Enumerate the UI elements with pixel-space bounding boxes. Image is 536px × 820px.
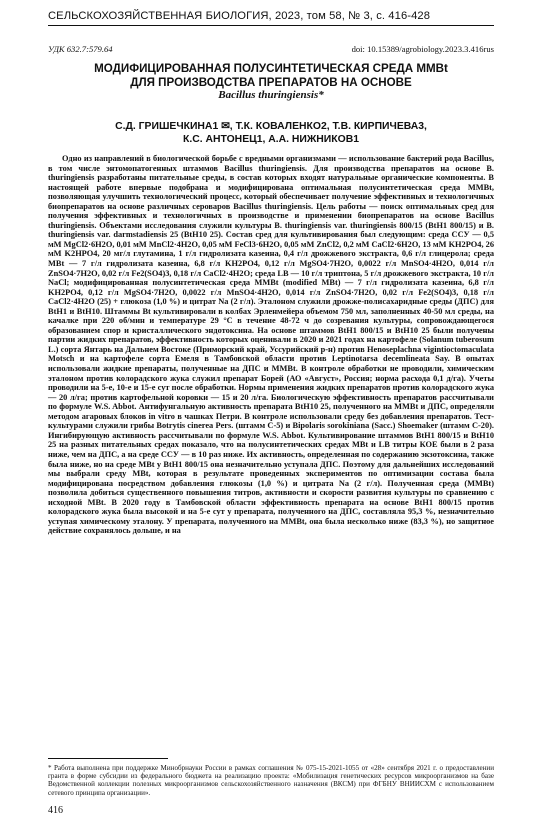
running-head: СЕЛЬСКОХОЗЯЙСТВЕННАЯ БИОЛОГИЯ, 2023, том 58, № 3, с. 416-428 xyxy=(48,10,494,26)
authors-line-1: С.Д. ГРИШЕЧКИНА1 ✉, Т.К. КОВАЛЕНКО2, Т.В. КИРПИЧЕВА3, xyxy=(115,121,427,132)
doi-link[interactable]: doi: 10.15389/agrobiology.2023.3.416rus xyxy=(351,44,494,54)
udc-doi-line xyxy=(48,44,494,54)
footnote-divider xyxy=(48,758,168,759)
title-line-1: МОДИФИЦИРОВАННАЯ ПОЛУСИНТЕТИЧЕСКАЯ СРЕДА MMBt xyxy=(94,62,448,75)
authors-line-2: К.С. АНТОНЕЦ1, А.А. НИЖНИКОВ1 xyxy=(183,133,359,145)
abstract-text: Одно из направлений в биологической борьбе с вредными организмами — использование бактерий рода Bacillus, в том числе энтомопатогенных штаммов Bacillus thuringiensis. Для производства препаратов на основе B. thuringiensis разработаны питательные среды, в состав которых входят натуральные органические компоненты. В настоящей работе впервые подобрана и модифицирована оптимальная полусинтетическая среда MMBt, позволяющая улучшить технологический процесс, который обеспечивает получение эффективных и технологичных биопрепаратов на основе различных сероваров Bacillus thuringiensis. Цель работы — поиск оптимальных сред для получения эффективных и технологичных в производстве и применении биопрепаратов на основе Bacillus thuringiensis. Объектами исследования служили культуры B. thuringiensis var. thuringiensis 800/15 (BtH1 800/15) и B. thuringiensis var. darmstadiensis 25 (BtH10 25). Состав сред для культивирования был следующим: среда ССУ — 0,5 мМ MgCl2·6H2O, 0,01 мМ MnCl2·4H2O, 0,05 мМ FeCl3·6H2O, 0,05 мМ ZnCl2, 0,2 мМ CaCl2·6H2O, 13 мМ KH2PO4, 26 мМ K2HPO4, 20 мг/л глутамина, 1 г/л гидролизата казеина, 0,4 г/л дрожжевого экстракта, 0,6 г/л глицерола; среда MBt — 7 г/л гидролизата казеина, 6,8 г/л KH2PO4, 0,12 г/л MgSO4·7H2O, 0,0022 г/л MnSO4·4H2O, 0,014 г/л ZnSO4·7H2O, 0,02 г/л Fe2(SO4)3, 0,18 г/л CaCl2·4H2O; среда LB — 10 г/л триптона, 5 г/л дрожжевого экстракта, 10 г/л NaCl; модифицированная полусинтетическая среда MMBt (modified MBt) — 7 г/л гидролизата казеина, 6,8 г/л KH2PO4, 0,12 г/л MgSO4·7H2O, 0,0022 г/л MnSO4·4H2O, 0,014 г/л ZnSO4·7H2O, 0,02 г/л Fe2(SO4)3, 0,18 г/л CaCl2·4H2O (25) + глюкоза (1,0 %) и цитрат Na (2 г/л). Эталоном служили дрожже-полисахаридные среды (ДПС) для BtH1 и BtH10. Штаммы Bt культивировали в колбах Эрленмейера объемом 750 мл, заполненных 40-50 мл среды, на качалке при 220 об/мин и температуре 29 °С в течение 48-72 ч до созревания культуры, сопровождающегося образованием спор и кристаллического эндотоксина. На основе штаммов BtH1 800/15 и BtH10 25 были получены партии жидких препаратов, эффективность которых оценивали в 2020 и 2021 годах на картофеле (Solanum tuberosum L.) сорта Янтарь на Дальнем Востоке (Приморский край, Уссурийский р-н) против Henoseplachna vigintioctomaculata Motsch и на картофеле сорта Емеля в Тамбовской области против Leptinotarsa decemlineata Say. В опытах использовали жидкие препараты, полученные на ДПС и MMBt. В контроле обработки не проводили, химическим эталоном против колорадского жука служил препарат Борей (АО «Август», Россия; норма расхода 0,1 д/га). Учеты проводили на 5-е, 10-е и 15-е сут после обработки. Нормы применения жидких препаратов против колорадского жука — 20 л/га; против картофельной коровки — 15 и 20 л/га. Биологическую эффективность препаратов рассчитывали по формуле W.S. Abbot. Антифунгальную активность препарата BtH10 25, полученного на MMBt и ДПС, определяли методом агаровых блоков in vitro в чашках Петри. В контроле использовали среду без добавления препаратов. Тест-культурами служили грибы Botrytis cinerea Pers. (штамм С-5) и Bipolaris sorokiniana (Sacc.) Shoemaker (штамм С-20). Ингибирующую активность рассчитывали по формуле W.S. Abbot. Культивирование штаммов BtH1 800/15 и BtH10 25 на разных питательных средах показало, что на полусинтетических средах MBt и LB титры КОЕ были в 2 раза ниже, чем на ДПС, а на среде ССУ — в 10 раз ниже. Их активность, определенная по содержанию экзотоксина, также была ниже, но на среде MBt у BtH1 800/15 она незначительно уступала ДПС. Поэтому для дальнейших исследований мы выбрали среду MBt, которая в результате проведенных экспериментов по оптимизации состава была модифицирована посредством добавления глюкозы (1,0 %) и цитрата Na (2 г/л). Полученная среда (MMBt) позволила добиться существенного повышения титров, активности и скорости развития культуры по сравнению с исходной MBt. В 2020 году в Тамбовской области эффективность препарата на основе BtH1 800/15 против колорадского жука была высокой и на 5-е сут у препарата, полученного на ДПС, составляла 95,3 %, незначительно уступая химическому эталону. У препарата, полученного на MMBt, она была несколько ниже (83,3 %), но защитное действие сохранялось дольше, и на xyxy=(48,154,494,536)
author-list xyxy=(48,121,494,146)
udc-code: УДК 632.7:579.64 xyxy=(48,44,113,54)
article-title xyxy=(48,62,494,103)
title-line-2: ДЛЯ ПРОИЗВОДСТВА ПРЕПАРАТОВ НА ОСНОВЕ xyxy=(130,75,412,89)
page-number: 416 xyxy=(48,805,63,816)
abstract xyxy=(48,154,494,536)
title-line-3: Bacillus thuringiensis* xyxy=(218,89,324,101)
footnote: * Работа выполнена при поддержке Минобрнауки России в рамках соглашения № 075-15-2021-1055 от «28» сентября 2021 г. о предоставлении гранта в форме субсидии из федерального бюджета на реализацию проекта: «Мобилизация генетических ресурсов микроорганизмов на базе Ведомственной коллекции полезных микроорганизмов сельскохозяйственного назначения (ВКСМ) при ФГБНУ ВНИИСХМ с использованием сетевого принципа организации». xyxy=(48,764,494,797)
